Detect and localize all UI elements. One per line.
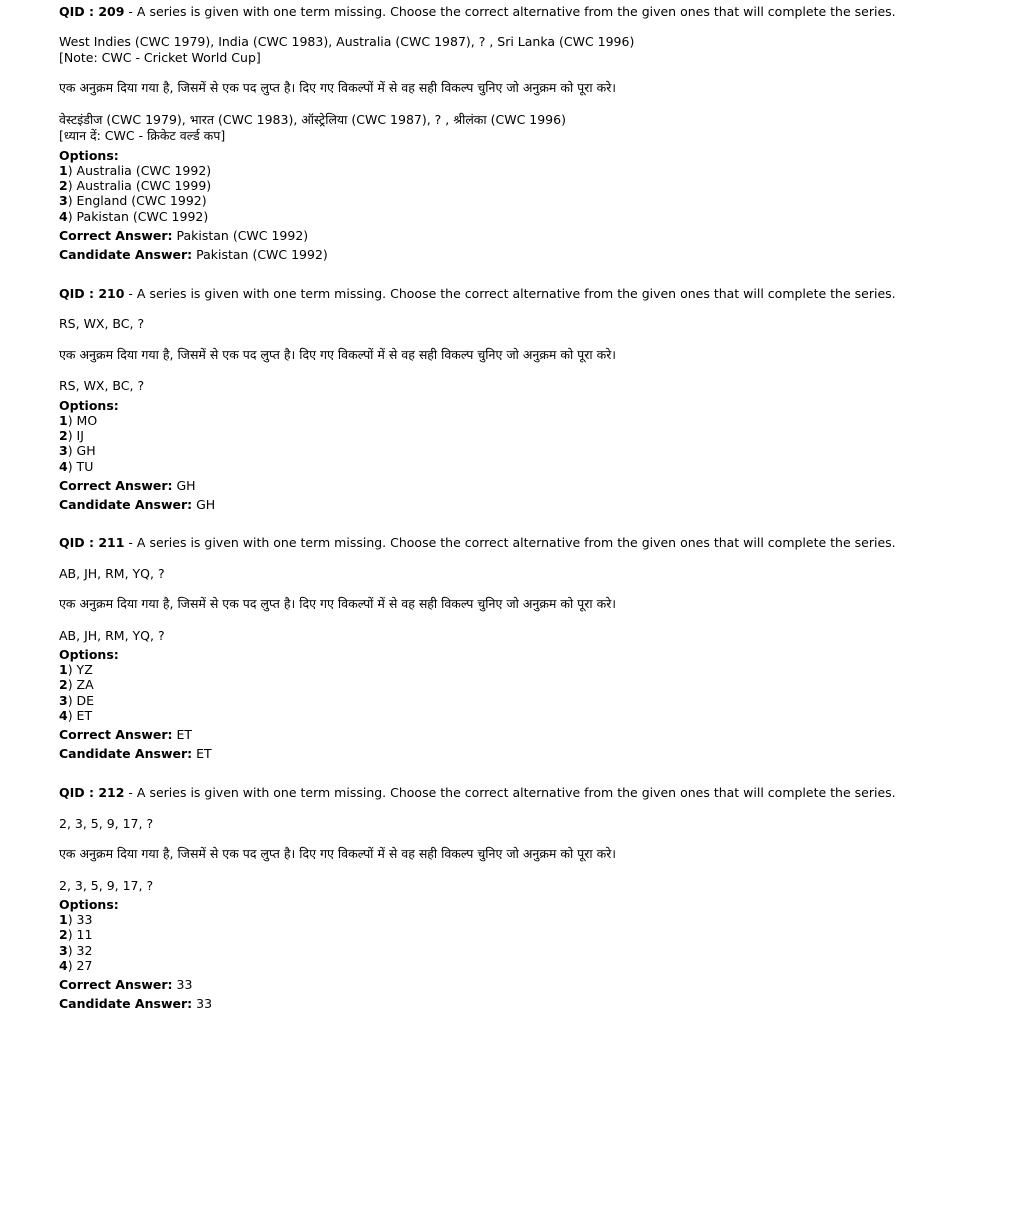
options-heading: Options: <box>59 647 119 662</box>
option-number: 1 <box>59 912 68 927</box>
qid-number: 211 <box>98 535 125 550</box>
series-hindi: 2, 3, 5, 9, 17, ? <box>59 878 154 893</box>
option-item <box>59 209 208 225</box>
option-number: 4 <box>59 958 68 973</box>
correct-answer <box>59 478 196 494</box>
option-number: 2 <box>59 178 68 193</box>
option-item <box>59 193 207 209</box>
option-text: ) 33 <box>67 912 93 927</box>
note-english: [Note: CWC - Cricket World Cup] <box>59 50 261 65</box>
candidate-answer-value: ET <box>196 746 212 761</box>
option-text: ) MO <box>67 413 98 428</box>
option-item <box>59 443 96 459</box>
option-number: 3 <box>59 943 68 958</box>
correct-answer-value: 33 <box>176 977 193 992</box>
option-item <box>59 428 84 444</box>
series-hindi: वेस्टइंडीज (CWC 1979), भारत (CWC 1983), ऑस्ट्रेलिया (CWC 1987), ? , श्रीलंका (CWC 1996) <box>59 112 566 127</box>
option-number: 1 <box>59 413 68 428</box>
option-item <box>59 413 97 429</box>
option-item <box>59 708 92 724</box>
question-prompt-hindi: एक अनुक्रम दिया गया है, जिसमें से एक पद लुप्त है। दिए गए विकल्पों में से वह सही विकल्प चुनिए जो अनुक्रम को पूरा करे। <box>59 596 617 611</box>
options-heading: Options: <box>59 398 119 413</box>
candidate-answer <box>59 996 212 1012</box>
question-header <box>59 4 896 20</box>
option-number: 1 <box>59 662 68 677</box>
question-prompt: A series is given with one term missing. Choose the correct alternative from the given ones that will complete the series. <box>136 4 896 19</box>
option-number: 4 <box>59 459 68 474</box>
candidate-answer-label: Candidate Answer: <box>59 247 193 262</box>
series-english: West Indies (CWC 1979), India (CWC 1983), Australia (CWC 1987), ? , Sri Lanka (CWC 1996) <box>59 34 635 49</box>
option-text: ) ZA <box>67 677 94 692</box>
option-text: ) England (CWC 1992) <box>67 193 207 208</box>
option-item <box>59 943 92 959</box>
candidate-answer-label: Candidate Answer: <box>59 746 193 761</box>
option-item <box>59 163 211 179</box>
option-number: 4 <box>59 209 68 224</box>
qid-separator: - <box>124 785 137 800</box>
question-header <box>59 535 896 551</box>
option-item <box>59 693 94 709</box>
correct-answer <box>59 228 308 244</box>
qid-number: 210 <box>98 286 125 301</box>
qid-separator: - <box>124 535 137 550</box>
qid-separator: - <box>124 286 137 301</box>
correct-answer-value: GH <box>176 478 196 493</box>
option-number: 1 <box>59 163 68 178</box>
option-item <box>59 677 94 693</box>
candidate-answer-label: Candidate Answer: <box>59 996 193 1011</box>
qid-number: 209 <box>98 4 125 19</box>
option-text: ) Australia (CWC 1992) <box>67 163 212 178</box>
qid-label: QID : <box>59 4 99 19</box>
option-text: ) ET <box>67 708 93 723</box>
correct-answer-label: Correct Answer: <box>59 977 173 992</box>
option-text: ) YZ <box>67 662 93 677</box>
candidate-answer-value: 33 <box>196 996 213 1011</box>
option-item <box>59 459 93 475</box>
series-english: RS, WX, BC, ? <box>59 316 145 331</box>
candidate-answer-value: GH <box>196 497 216 512</box>
option-text: ) IJ <box>67 428 84 443</box>
option-text: ) TU <box>67 459 94 474</box>
option-number: 3 <box>59 193 68 208</box>
option-number: 4 <box>59 708 68 723</box>
candidate-answer-value: Pakistan (CWC 1992) <box>196 247 328 262</box>
candidate-answer <box>59 247 328 263</box>
option-item <box>59 912 92 928</box>
correct-answer-value: ET <box>176 727 193 742</box>
question-prompt: A series is given with one term missing. Choose the correct alternative from the given ones that will complete the series. <box>136 535 896 550</box>
option-text: ) DE <box>67 693 95 708</box>
question-header <box>59 286 896 302</box>
option-text: ) GH <box>67 443 96 458</box>
question-header <box>59 785 896 801</box>
candidate-answer <box>59 746 212 762</box>
question-prompt-hindi: एक अनुक्रम दिया गया है, जिसमें से एक पद लुप्त है। दिए गए विकल्पों में से वह सही विकल्प चुनिए जो अनुक्रम को पूरा करे। <box>59 347 617 362</box>
option-number: 3 <box>59 443 68 458</box>
correct-answer-label: Correct Answer: <box>59 228 173 243</box>
question-prompt: A series is given with one term missing. Choose the correct alternative from the given ones that will complete the series. <box>136 286 896 301</box>
note-hindi: [ध्यान दें: CWC - क्रिकेट वर्ल्ड कप] <box>59 128 226 143</box>
qid-separator: - <box>124 4 137 19</box>
option-text: ) 27 <box>67 958 93 973</box>
option-text: ) Australia (CWC 1999) <box>67 178 212 193</box>
option-item <box>59 178 211 194</box>
correct-answer-label: Correct Answer: <box>59 727 173 742</box>
option-text: ) 32 <box>67 943 93 958</box>
option-item <box>59 958 92 974</box>
options-heading: Options: <box>59 148 119 163</box>
qid-label: QID : <box>59 535 99 550</box>
correct-answer <box>59 727 192 743</box>
qid-label: QID : <box>59 286 99 301</box>
series-hindi: RS, WX, BC, ? <box>59 378 145 393</box>
option-number: 2 <box>59 927 68 942</box>
candidate-answer-label: Candidate Answer: <box>59 497 193 512</box>
qid-number: 212 <box>98 785 125 800</box>
options-heading: Options: <box>59 897 119 912</box>
correct-answer-label: Correct Answer: <box>59 478 173 493</box>
series-english: AB, JH, RM, YQ, ? <box>59 566 165 581</box>
option-item <box>59 927 92 943</box>
option-item <box>59 662 93 678</box>
question-prompt: A series is given with one term missing. Choose the correct alternative from the given ones that will complete the series. <box>136 785 896 800</box>
option-number: 3 <box>59 693 68 708</box>
question-prompt-hindi: एक अनुक्रम दिया गया है, जिसमें से एक पद लुप्त है। दिए गए विकल्पों में से वह सही विकल्प चुनिए जो अनुक्रम को पूरा करे। <box>59 80 617 95</box>
option-number: 2 <box>59 677 68 692</box>
option-text: ) 11 <box>67 927 93 942</box>
option-text: ) Pakistan (CWC 1992) <box>67 209 209 224</box>
qid-label: QID : <box>59 785 99 800</box>
correct-answer-value: Pakistan (CWC 1992) <box>176 228 309 243</box>
series-hindi: AB, JH, RM, YQ, ? <box>59 628 165 643</box>
option-number: 2 <box>59 428 68 443</box>
candidate-answer <box>59 497 215 513</box>
question-prompt-hindi: एक अनुक्रम दिया गया है, जिसमें से एक पद लुप्त है। दिए गए विकल्पों में से वह सही विकल्प चुनिए जो अनुक्रम को पूरा करे। <box>59 846 617 861</box>
series-english: 2, 3, 5, 9, 17, ? <box>59 816 154 831</box>
correct-answer <box>59 977 192 993</box>
